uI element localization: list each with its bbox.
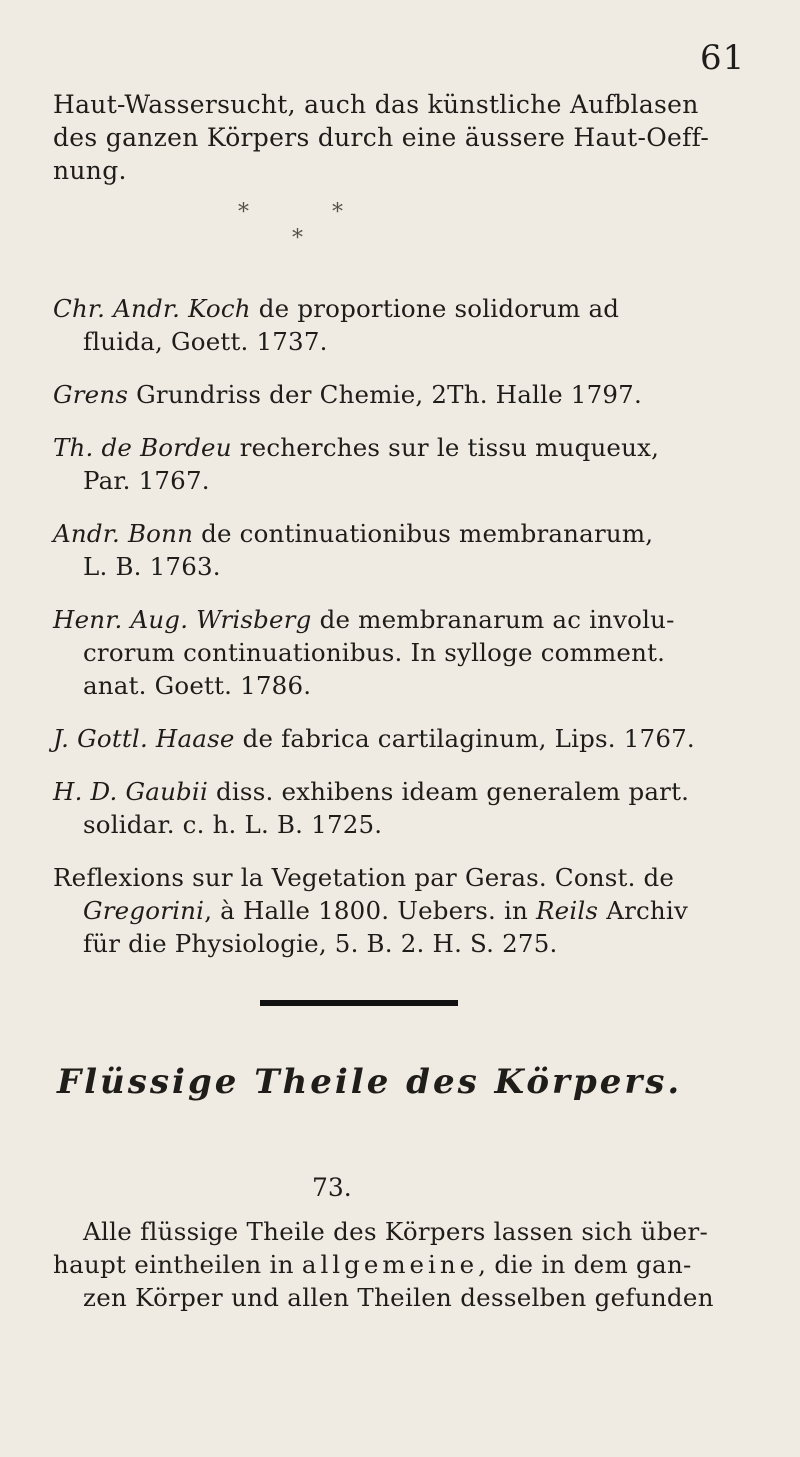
reference-title: Reflexions sur la Vegetation par Geras. Const. de [53, 863, 675, 892]
section-separator-stars [0, 200, 800, 250]
reference-author: J. Gottl. Haase [53, 724, 235, 753]
intro-line: des ganzen Körpers durch eine äussere Haut-Oeff- [53, 123, 710, 152]
reference-title: de fabrica cartilaginum, Lips. 1767. [242, 724, 695, 753]
reference-continuation: crorum continuationibus. In sylloge comment. [83, 638, 666, 667]
journal-name: Reils [536, 896, 599, 925]
reference-entry [53, 431, 783, 497]
reference-entry [53, 517, 783, 583]
reference-author: H. D. Gaubii [53, 777, 208, 806]
intro-line: Haut-Wassersucht, auch das künstliche Aufblasen [53, 90, 699, 119]
reference-title: recherches sur le tissu muqueux, [239, 433, 660, 462]
reference-entry [53, 861, 783, 960]
paragraph-line: zen Körper und allen Theilen desselben gefunden [83, 1283, 714, 1312]
reference-continuation: anat. Goett. 1786. [83, 671, 312, 700]
reference-continuation: L. B. 1763. [83, 552, 221, 581]
reference-text: , à Halle 1800. Uebers. in [204, 896, 537, 925]
reference-entry [53, 292, 783, 358]
reference-continuation: für die Physiologie, 5. B. 2. H. S. 275. [83, 929, 558, 958]
reference-author: Chr. Andr. Koch [53, 294, 251, 323]
paragraph-number: 73. [312, 1173, 352, 1202]
reference-list [53, 292, 783, 980]
reference-author: Th. de Bordeu [53, 433, 232, 462]
emphasized-word: allgemeine [301, 1250, 479, 1279]
reference-continuation: solidar. c. h. L. B. 1725. [83, 810, 383, 839]
reference-title: diss. exhibens ideam generalem part. [216, 777, 690, 806]
paragraph-line: Alle flüssige Theile des Körpers lassen sich über- [83, 1217, 709, 1246]
reference-entry [53, 722, 783, 755]
intro-line: nung. [53, 156, 127, 185]
reference-author: Gregorini [83, 896, 205, 925]
reference-entry [53, 775, 783, 841]
reference-author: Grens [53, 380, 129, 409]
page-number: 61 [700, 38, 746, 78]
body-paragraph [53, 1215, 768, 1314]
reference-continuation [53, 894, 783, 927]
reference-title: Grundriss der Chemie, 2Th. Halle 1797. [136, 380, 642, 409]
reference-title: de membranarum ac involu- [319, 605, 675, 634]
section-heading: Flüssige Theile des Körpers. [57, 1062, 683, 1102]
reference-entry [53, 378, 783, 411]
reference-text: Archiv [598, 896, 688, 925]
paragraph-line [53, 1248, 768, 1281]
star-glyph: * [238, 200, 249, 225]
reference-continuation: Par. 1767. [83, 466, 210, 495]
horizontal-rule [260, 1000, 458, 1006]
paragraph-text: , die in dem gan- [478, 1250, 692, 1279]
reference-entry [53, 603, 783, 702]
reference-continuation: fluida, Goett. 1737. [83, 327, 328, 356]
reference-title: de continuationibus membranarum, [201, 519, 654, 548]
paragraph-text: haupt eintheilen in [53, 1250, 302, 1279]
reference-title: de proportione solidorum ad [258, 294, 620, 323]
reference-author: Andr. Bonn [53, 519, 194, 548]
intro-text [53, 88, 753, 187]
star-glyph: * [332, 200, 343, 225]
star-glyph: * [292, 226, 303, 251]
reference-author: Henr. Aug. Wrisberg [53, 605, 312, 634]
